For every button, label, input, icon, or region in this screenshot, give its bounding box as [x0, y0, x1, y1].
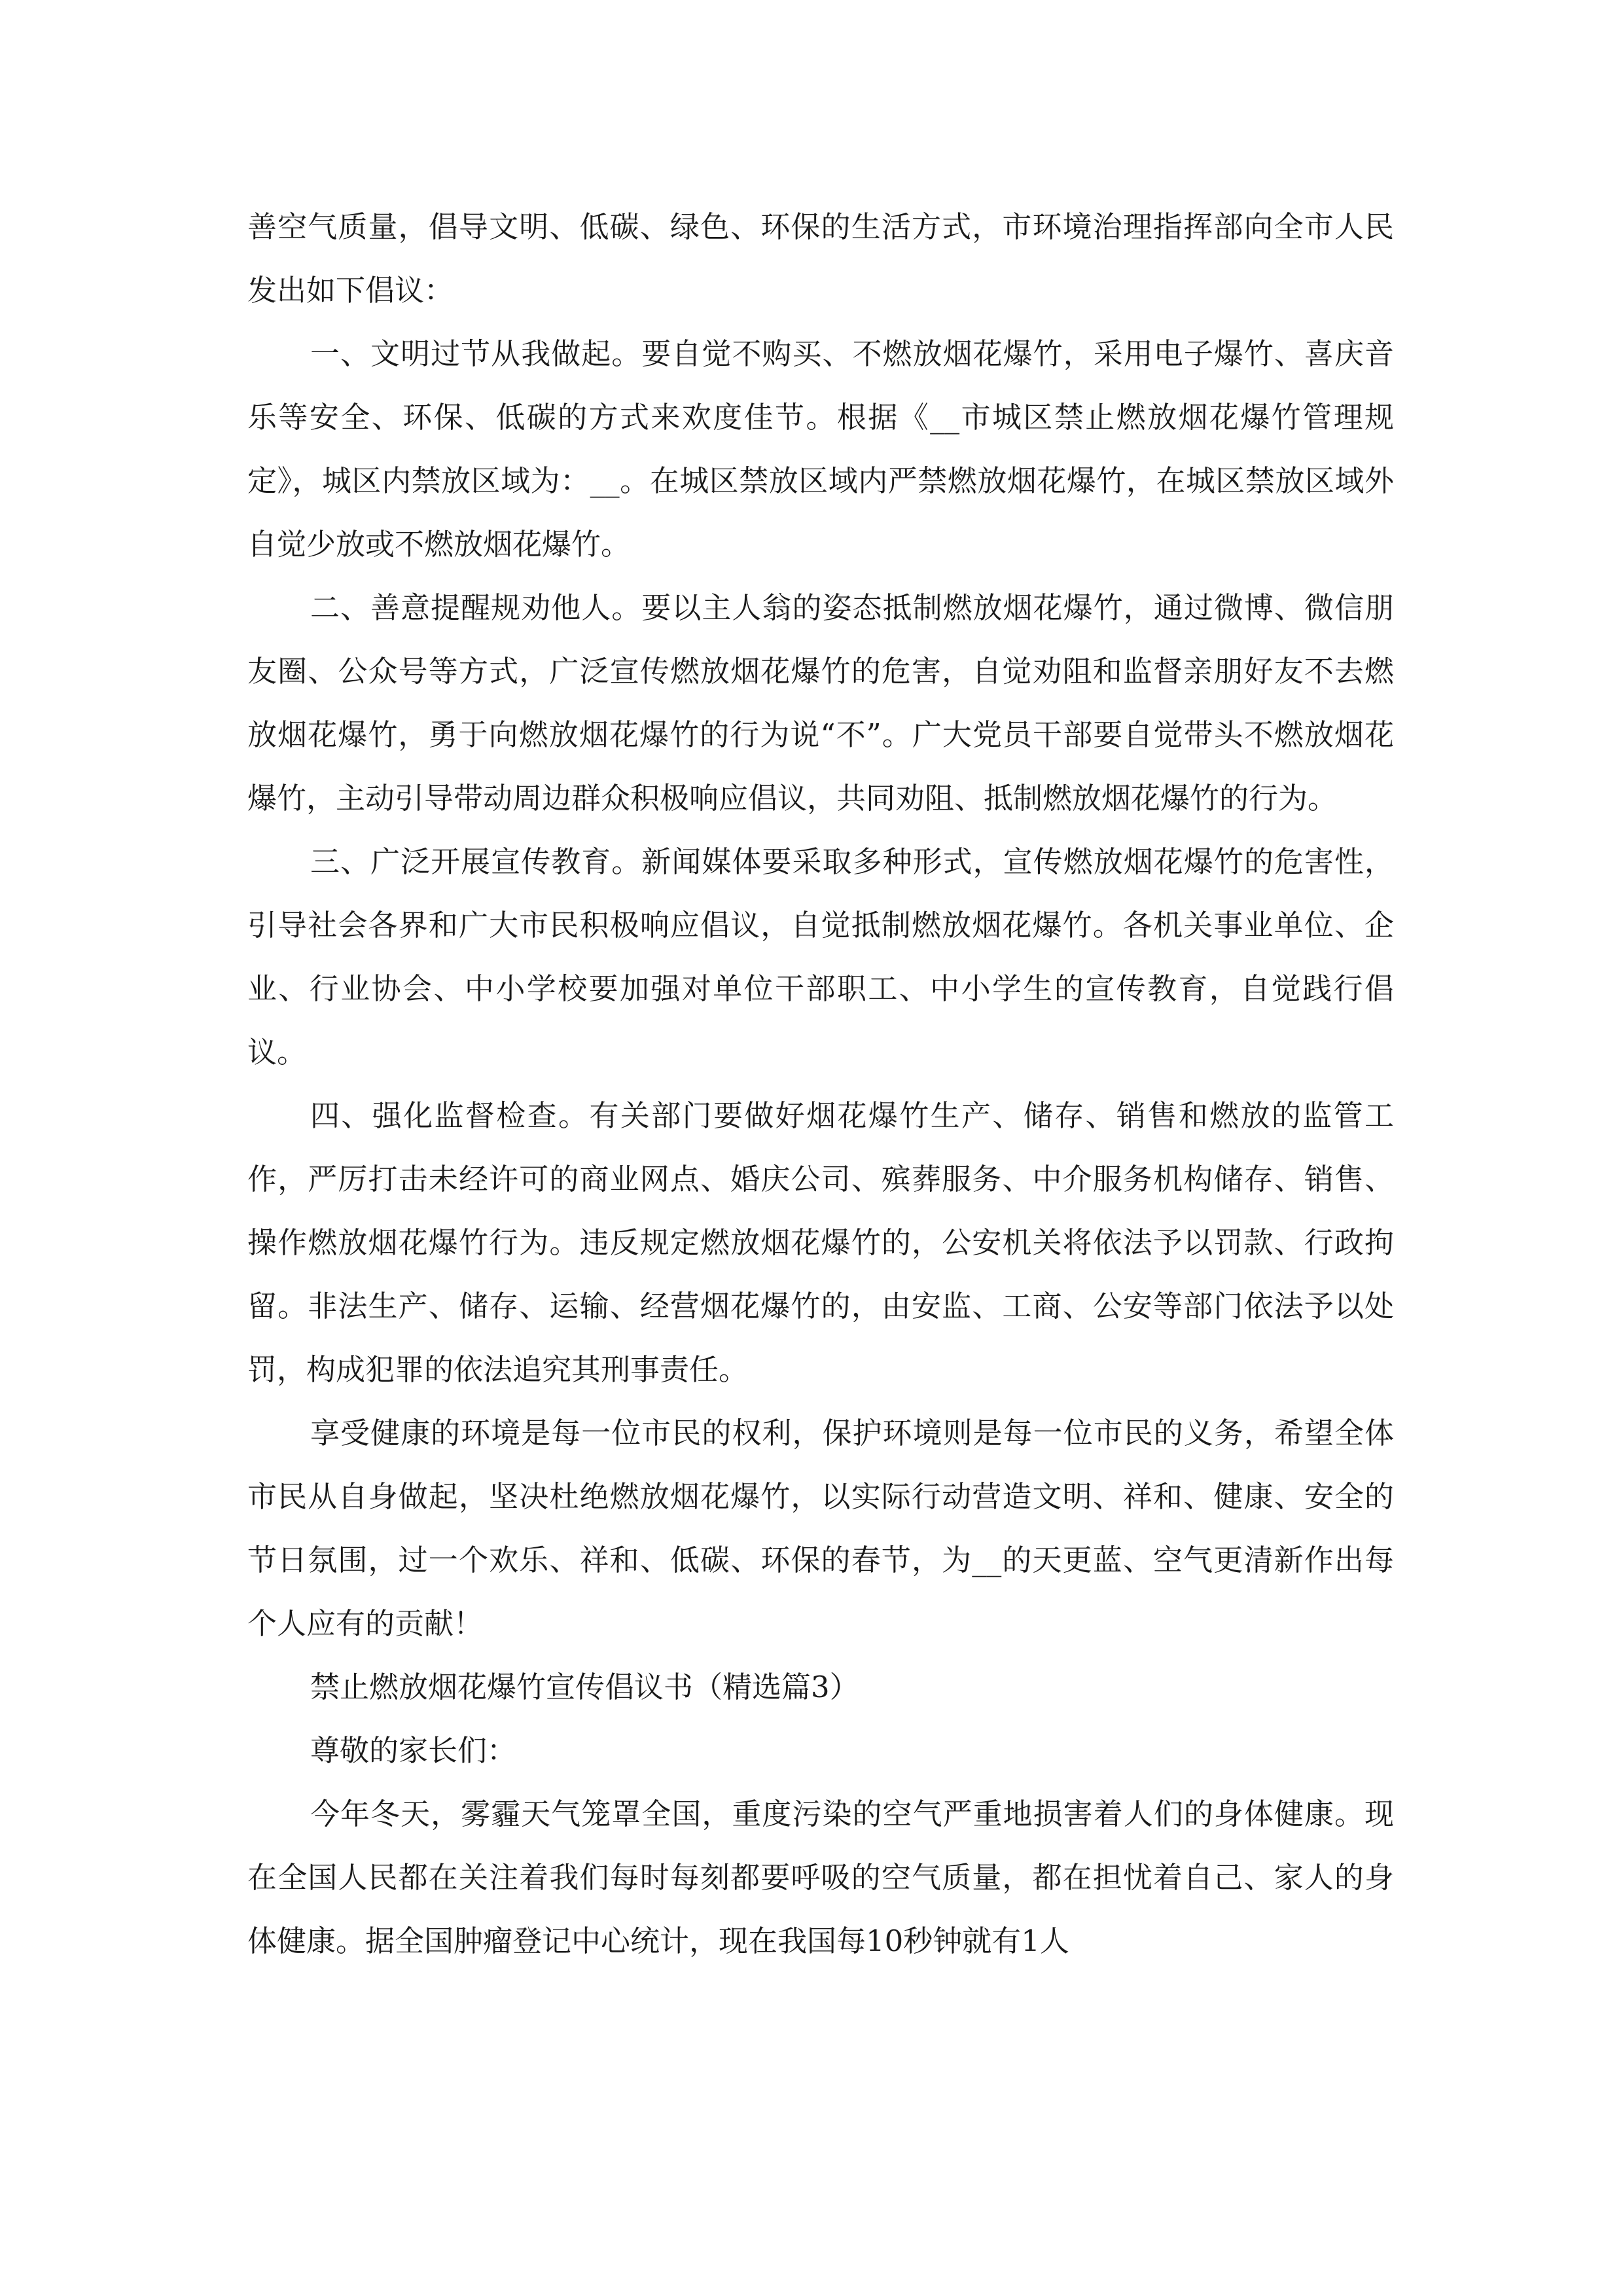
paragraph-closing: 享受健康的环境是每一位市民的权利，保护环境则是每一位市民的义务，希望全体市民从自身做起，坚决杜绝燃放烟花爆竹，以实际行动营造文明、祥和、健康、安全的节日氛围，过一个欢乐、祥和、低碳、环保的春节，为__的天更蓝、空气更清新作出每个人应有的贡献！	[247, 1416, 1394, 1641]
paragraph-point-four: 四、强化监督检查。有关部门要做好烟花爆竹生产、储存、销售和燃放的监管工作，严厉打击未经许可的商业网点、婚庆公司、殡葬服务、中介服务机构储存、销售、操作燃放烟花爆竹行为。违反规定燃放烟花爆竹的，公安机关将依法予以罚款、行政拘留。非法生产、储存、运输、经营烟花爆竹的，由安监、工商、公安等部门依法予以处罚，构成犯罪的依法追究其刑事责任。	[247, 1098, 1394, 1387]
salutation: 尊敬的家长们：	[310, 1733, 517, 1768]
section-heading-part-three: 禁止燃放烟花爆竹宣传倡议书（精选篇3）	[310, 1670, 859, 1704]
paragraph-intro-continuation: 善空气质量，倡导文明、低碳、绿色、环保的生活方式，市环境治理指挥部向全市人民发出如下倡议：	[247, 209, 1394, 308]
paragraph-point-three: 三、广泛开展宣传教育。新闻媒体要采取多种形式，宣传燃放烟花爆竹的危害性，引导社会各界和广大市民积极响应倡议，自觉抵制燃放烟花爆竹。各机关事业单位、企业、行业协会、中小学校要加强对单位干部职工、中小学生的宣传教育，自觉践行倡议。	[247, 844, 1394, 1069]
paragraph-point-one: 一、文明过节从我做起。要自觉不购买、不燃放烟花爆竹，采用电子爆竹、喜庆音乐等安全、环保、低碳的方式来欢度佳节。根据《__市城区禁止燃放烟花爆竹管理规定》，城区内禁放区域为：__。在城区禁放区域内严禁燃放烟花爆竹，在城区禁放区域外自觉少放或不燃放烟花爆竹。	[247, 336, 1394, 562]
paragraph-part-three-opening: 今年冬天，雾霾天气笼罩全国，重度污染的空气严重地损害着人们的身体健康。现在全国人民都在关注着我们每时每刻都要呼吸的空气质量，都在担忧着自己、家人的身体健康。据全国肿瘤登记中心统计，现在我国每10秒钟就有1人	[247, 1797, 1394, 1958]
document-body	[247, 195, 1394, 1973]
paragraph-point-two: 二、善意提醒规劝他人。要以主人翁的姿态抵制燃放烟花爆竹，通过微博、微信朋友圈、公众号等方式，广泛宣传燃放烟花爆竹的危害，自觉劝阻和监督亲朋好友不去燃放烟花爆竹，勇于向燃放烟花爆竹的行为说“不”。广大党员干部要自觉带头不燃放烟花爆竹，主动引导带动周边群众积极响应倡议，共同劝阻、抵制燃放烟花爆竹的行为。	[247, 590, 1394, 816]
